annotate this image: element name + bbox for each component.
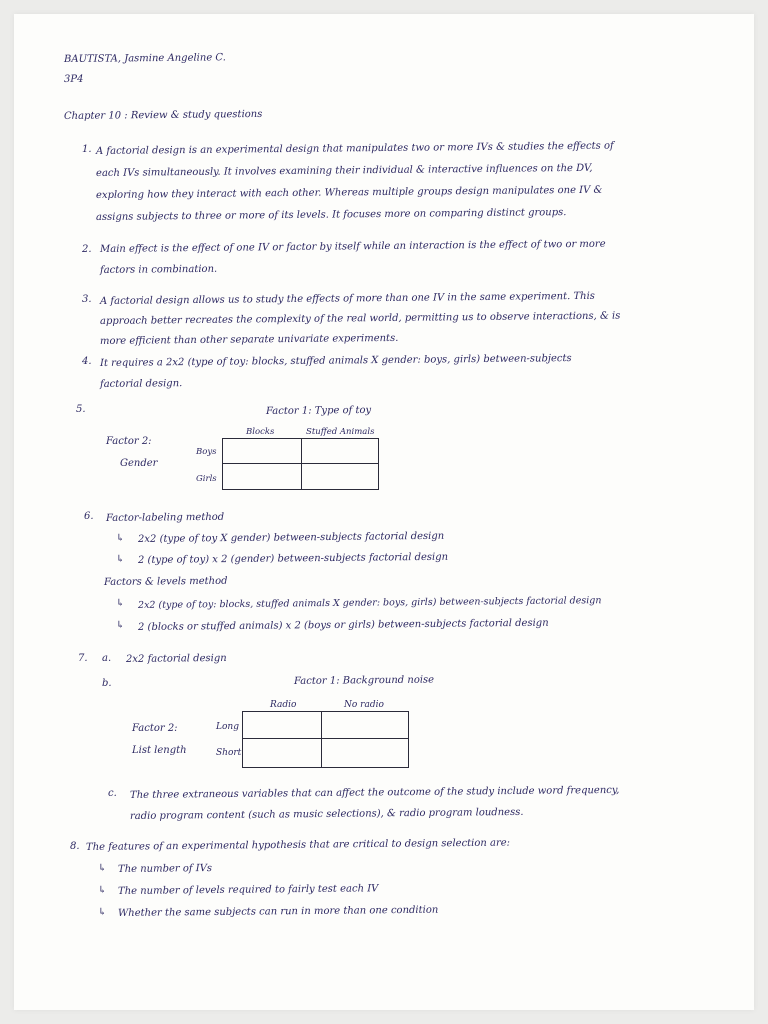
q7-a-text: 2x2 factorial design [125, 652, 227, 665]
arrow-bullet-icon: ↳ [116, 533, 125, 544]
student-name: BAUTISTA, Jasmine Angeline C. [63, 52, 226, 65]
q5-factor2-label: Factor 2: [106, 436, 152, 447]
q5-cell [302, 464, 379, 490]
q4-line-1: It requires a 2x2 (type of toy: blocks, stuffed animals X gender: boys, girls) between-subjects [99, 353, 572, 369]
q7-cell [322, 739, 409, 768]
q7-a-label: a. [102, 653, 112, 664]
q7-row-long: Long [216, 722, 239, 732]
q4-line-2: factorial design. [99, 378, 183, 390]
notebook-page [14, 14, 754, 1010]
q6-method2-title: Factors & levels method [103, 575, 228, 588]
arrow-bullet-icon: ↳ [116, 620, 125, 631]
q2-line-2: factors in combination. [99, 263, 218, 276]
q8-intro: The features of an experimental hypothesis that are critical to design selection are: [85, 837, 511, 853]
q1-line-2: each IVs simultaneously. It involves examining their individual & interactive influences on the DV, [95, 162, 593, 179]
q5-col-stuffed-animals: Stuffed Animals [306, 427, 375, 437]
q6-method1-item-2: 2 (type of toy) x 2 (gender) between-subjects factorial design [137, 551, 449, 566]
q8-item-1: The number of IVs [117, 863, 213, 875]
q7-design-table [242, 711, 409, 768]
q7-factor1-title: Factor 1: Background noise [293, 674, 435, 687]
q2-number: 2. [82, 244, 92, 255]
q5-design-table [222, 438, 379, 490]
q7-row-short: Short [216, 748, 242, 758]
q6-method1-item-1: 2x2 (type of toy X gender) between-subjects factorial design [137, 530, 445, 545]
q8-item-2: The number of levels required to fairly test each IV [117, 883, 379, 897]
arrow-bullet-icon: ↳ [98, 885, 107, 896]
q7-b-label: b. [102, 678, 112, 689]
q1-line-3: exploring how they interact with each other. Whereas multiple groups design manipulates one IV & [95, 184, 603, 201]
q5-factor2-name: Gender [120, 458, 158, 469]
q6-method2-item-2: 2 (blocks or stuffed animals) x 2 (boys or girls) between-subjects factorial design [137, 617, 549, 633]
q3-line-1: A factorial design allows us to study the effects of more than one IV in the same experiment. This [99, 290, 595, 307]
q3-number: 3. [82, 294, 92, 305]
q5-factor1-title: Factor 1: Type of toy [265, 404, 372, 417]
q5-row-girls: Girls [196, 474, 217, 484]
q5-number: 5. [76, 404, 86, 415]
q7-col-no-radio: No radio [344, 700, 384, 710]
q1-line-4: assigns subjects to three or more of its levels. It focuses more on comparing distinct groups. [95, 207, 567, 223]
q6-method1-title: Factor-labeling method [105, 511, 225, 524]
q7-col-radio: Radio [270, 700, 297, 710]
q6-method2-item-1: 2x2 (type of toy: blocks, stuffed animals X gender: boys, girls) between-subjects factorial design [137, 595, 602, 611]
q7-cell [322, 712, 409, 739]
q3-line-3: more efficient than other separate univariate experiments. [99, 332, 399, 347]
q1-number: 1. [82, 144, 92, 155]
q3-line-2: approach better recreates the complexity of the real world, permitting us to observe interactions, & is [99, 310, 621, 327]
q5-cell [302, 439, 379, 464]
q5-cell [223, 439, 302, 464]
q5-row-boys: Boys [196, 447, 217, 457]
q7-c-line-2: radio program content (such as music selections), & radio program loudness. [129, 806, 524, 822]
q7-cell [243, 739, 322, 768]
arrow-bullet-icon: ↳ [116, 598, 125, 609]
q2-line-1: Main effect is the effect of one IV or factor by itself while an interaction is the effect of two or more [99, 238, 606, 255]
arrow-bullet-icon: ↳ [98, 863, 107, 874]
q7-cell [243, 712, 322, 739]
section-code: 3P4 [63, 73, 84, 85]
q8-number: 8. [70, 841, 80, 852]
q7-factor2-label: Factor 2: [132, 723, 178, 734]
q5-col-blocks: Blocks [246, 427, 275, 437]
q6-number: 6. [84, 511, 94, 522]
q8-item-3: Whether the same subjects can run in more than one condition [117, 904, 439, 919]
q7-c-line-1: The three extraneous variables that can affect the outcome of the study include word frequency, [129, 784, 620, 801]
chapter-title: Chapter 10 : Review & study questions [63, 108, 263, 122]
q7-c-label: c. [108, 788, 117, 799]
q1-line-1: A factorial design is an experimental design that manipulates two or more IVs & studies the effects of [95, 140, 614, 157]
q5-cell [223, 464, 302, 490]
q4-number: 4. [82, 356, 92, 367]
arrow-bullet-icon: ↳ [98, 907, 107, 918]
q7-number: 7. [78, 653, 88, 664]
arrow-bullet-icon: ↳ [116, 554, 125, 565]
q7-factor2-name: List length [132, 745, 187, 756]
